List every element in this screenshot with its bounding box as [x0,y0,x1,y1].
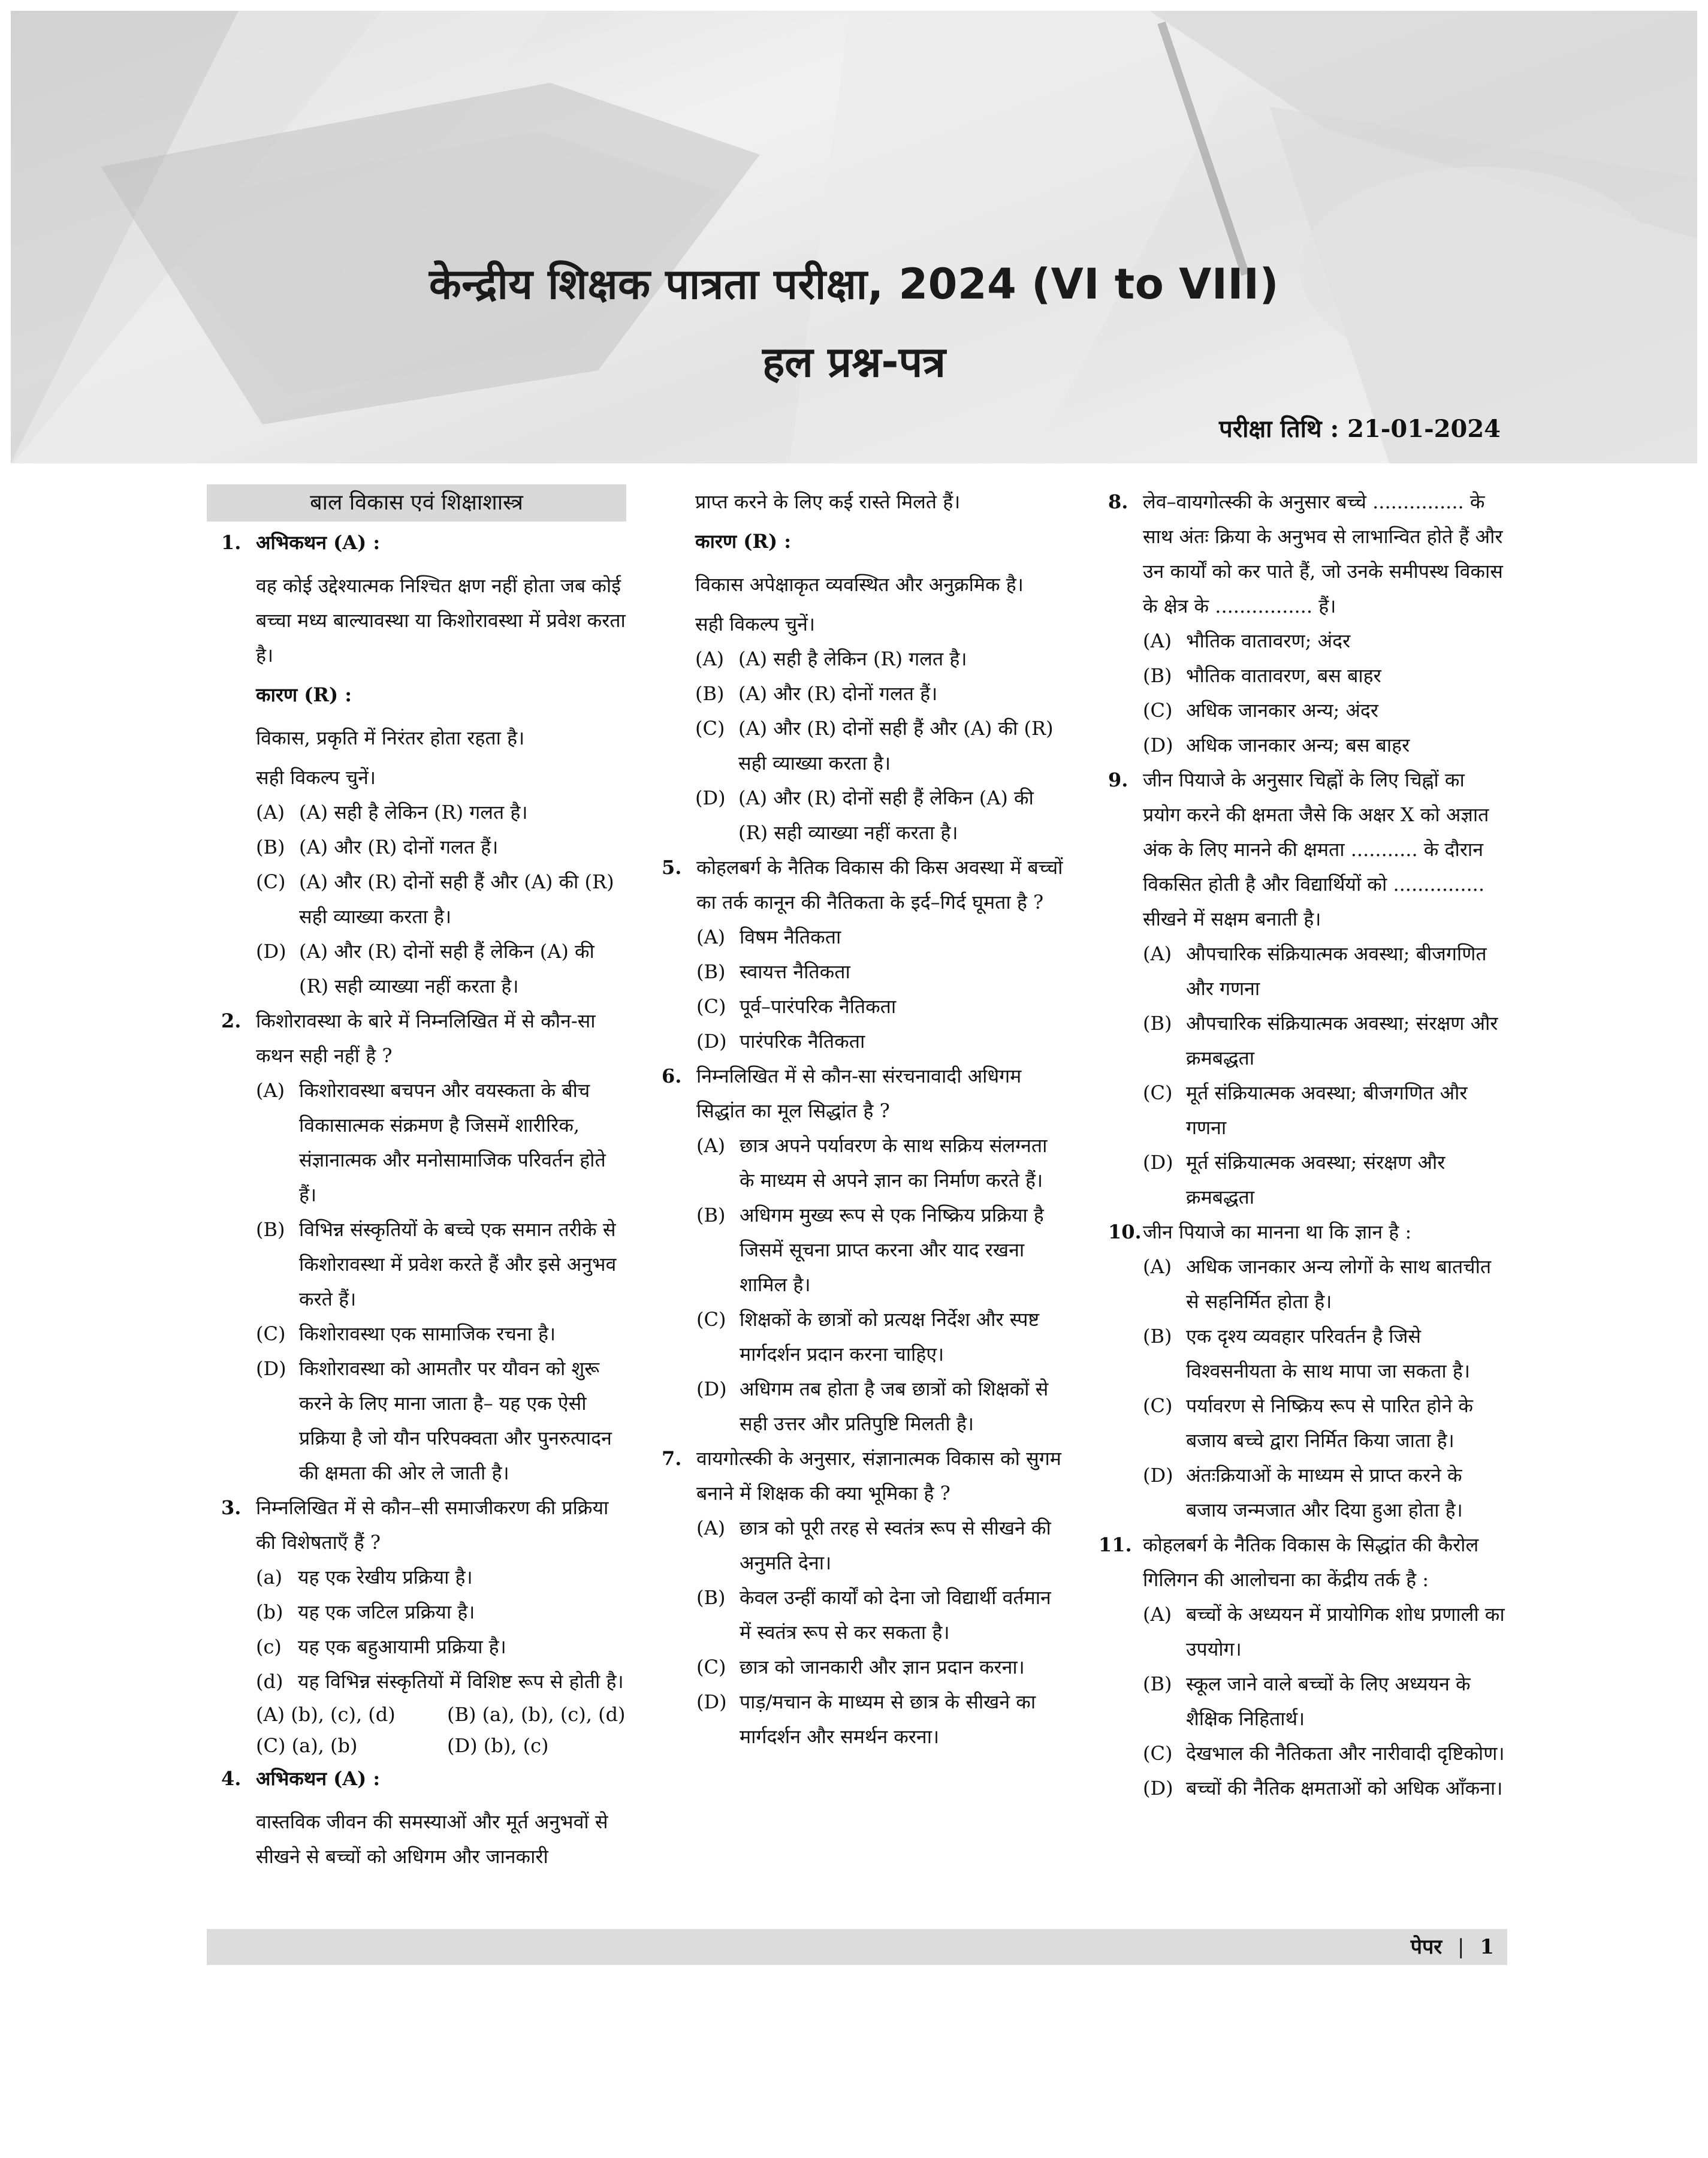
option-c [695,711,1067,780]
option-b [695,676,1067,711]
statement-key: (b) [256,1601,283,1623]
question-number: 8. [1108,490,1128,513]
option-b: (B) (a), (b), (c), (d) [447,1703,626,1726]
option-key: (B) [1143,1325,1172,1348]
footer-separator: | [1457,1935,1465,1959]
footer-page-label [1411,1929,1494,1965]
option-key: (D) [256,940,286,963]
option-key: (B) [1143,1672,1172,1695]
question-number: 11. [1099,1533,1132,1556]
question-5 [647,850,1067,1059]
question-number: 4. [221,1767,242,1790]
option-c [696,1650,1067,1684]
option-key: (D) [696,1690,727,1713]
option-key: (C) [696,995,726,1018]
option-text: पारंपरिक नैतिकता [740,1030,865,1053]
option-key: (C) [256,870,286,893]
option-d [696,1372,1067,1441]
option-key: (A) [1143,1603,1172,1626]
option-d [696,1024,1067,1059]
option-b [1143,1006,1507,1075]
question-2 [207,1003,626,1490]
question-prompt: सही विकल्प चुनें। [256,766,376,789]
statement-text: यह एक जटिल प्रक्रिया है। [298,1601,475,1623]
option-key: (B) [256,836,285,858]
question-text: किशोरावस्था के बारे में निम्नलिखित में से कौन-सा कथन सही नहीं है ? [256,1009,596,1067]
option-c [1143,1736,1507,1771]
option-b [696,1580,1067,1650]
question-4 [207,1761,626,1874]
reason-text: विकास अपेक्षाकृत व्यवस्थित और अनुक्रमिक है। [695,573,1024,596]
option-a [696,920,1067,954]
option-c [256,864,626,934]
option-key: (C) [1143,1081,1173,1104]
option-key: (A) [696,1517,726,1539]
option-text: (A) और (R) दोनों सही हैं लेकिन (A) की (R) सही व्याख्या नहीं करता है। [738,786,1034,844]
option-b [696,1198,1067,1302]
option-text: पाड़/मचान के माध्यम से छात्र के सीखने का मार्गदर्शन और समर्थन करना। [740,1690,1036,1748]
option-text: किशोरावस्था बचपन और वयस्कता के बीच विकासात्मक संक्रमण है जिसमें शारीरिक, संज्ञानात्मक और मनोसामाजिक परिवर्तन होते हैं। [299,1079,606,1206]
option-key: (A) [1143,1255,1172,1278]
option-b [256,1212,626,1316]
option-c [256,1316,626,1351]
banner-background-illustration [11,11,1697,463]
assertion-text: वह कोई उद्देश्यात्मक निश्चित क्षण नहीं होता जब कोई बच्चा मध्य बाल्यावस्था या किशोरावस्था में प्रवेश करता है। [256,574,626,667]
option-text: (A) और (R) दोनों सही हैं लेकिन (A) की (R) सही व्याख्या नहीं करता है। [299,940,595,997]
option-b [256,830,626,864]
option-text: (A) और (R) दोनों गलत हैं। [738,682,938,705]
option-text: औपचारिक संक्रियात्मक अवस्था; बीजगणित और गणना [1186,942,1487,1000]
option-key: (B) [696,960,726,983]
exam-date: परीक्षा तिथि : 21-01-2024 [1219,415,1501,443]
assertion-label: अभिकथन (A) : [256,1767,381,1790]
question-9 [1094,762,1507,1214]
option-d [1143,728,1507,762]
option-d [1143,1458,1507,1527]
option-text: पर्यावरण से निष्क्रिय रूप से पारित होने के बजाय बच्चे द्वारा निर्मित किया जाता है। [1186,1394,1473,1452]
option-text: स्कूल जाने वाले बच्चों के लिए अध्ययन के शैक्षिक निहितार्थ। [1186,1672,1471,1730]
option-key: (D) [695,786,726,809]
option-b [696,954,1067,989]
option-key: (D) [696,1378,727,1400]
option-a [256,1073,626,1212]
option-key: (A) [695,647,725,670]
question-text: निम्नलिखित में से कौन–सी समाजीकरण की प्रक्रिया की विशेषताएँ हैं ? [256,1496,609,1554]
question-number: 9. [1108,768,1128,791]
question-number: 5. [662,856,682,879]
option-key: (D) [256,1357,286,1380]
statement-key: (d) [256,1670,283,1693]
option-key: (B) [1143,664,1172,687]
option-text: स्वायत्त नैतिकता [740,960,850,983]
option-a [1143,1597,1507,1666]
option-text: अधिक जानकार अन्य लोगों के साथ बातचीत से सहनिर्मित होता है। [1186,1255,1492,1313]
option-key: (C) [256,1322,286,1345]
option-a [1143,623,1507,658]
option-a [696,1511,1067,1580]
question-number: 1. [221,531,242,554]
option-key: (C) [1143,699,1173,722]
option-key: (B) [696,1586,726,1609]
option-c [1143,1388,1507,1458]
option-text: मूर्त संक्रियात्मक अवस्था; संरक्षण और क्रमबद्धता [1186,1151,1446,1208]
option-d [696,1684,1067,1754]
question-text: वायगोत्स्की के अनुसार, संज्ञानात्मक विकास को सुगम बनाने में शिक्षक की क्या भूमिका है ? [696,1447,1061,1505]
option-a: (A) (b), (c), (d) [256,1703,396,1726]
reason-label: कारण (R) : [256,683,352,706]
option-text: बच्चों की नैतिक क्षमताओं को अधिक आँकना। [1186,1777,1503,1800]
question-3 [207,1490,626,1761]
question-number: 10. [1108,1220,1142,1243]
option-d [1143,1145,1507,1214]
question-4-continued [695,484,1067,850]
option-text: औपचारिक संक्रियात्मक अवस्था; संरक्षण और क्रमबद्धता [1186,1012,1498,1069]
section-title: बाल विकास एवं शिक्षाशास्त्र [207,484,626,522]
option-c [696,1302,1067,1372]
statement-key: (c) [256,1635,282,1658]
option-text: छात्र को पूरी तरह से स्वतंत्र रूप से सीखने की अनुमति देना। [740,1517,1051,1574]
question-text: निम्नलिखित में से कौन-सा संरचनावादी अधिगम सिद्धांत का मूल सिद्धांत है ? [696,1065,1022,1122]
question-text: जीन पियाजे का मानना था कि ज्ञान है : [1143,1220,1412,1243]
option-a [1143,1249,1507,1319]
option-d [256,1351,626,1490]
option-key: (C) [696,1308,726,1331]
option-text: अधिगम तब होता है जब छात्रों को शिक्षकों से सही उत्तर और प्रतिपुष्टि मिलती है। [740,1378,1049,1435]
column-1 [207,484,626,1879]
statement-key: (a) [256,1566,283,1589]
option-b [1143,658,1507,693]
page-footer [207,1929,1507,1965]
option-key: (C) [1143,1394,1173,1417]
question-10 [1094,1214,1507,1527]
option-key: (A) [256,1079,285,1102]
statement-text: यह एक बहुआयामी प्रक्रिया है। [298,1635,506,1658]
option-text: देखभाल की नैतिकता और नारीवादी दृष्टिकोण। [1186,1742,1505,1765]
option-text: विषम नैतिकता [740,926,841,948]
option-key: (C) [696,1656,726,1678]
answer-options [256,1699,626,1761]
option-c [696,989,1067,1024]
statement-text: यह एक रेखीय प्रक्रिया है। [298,1566,473,1589]
question-text: कोहलबर्ग के नैतिक विकास की किस अवस्था में बच्चों का तर्क कानून की नैतिकता के इर्द–गिर्द घूमता है ? [696,856,1063,914]
option-text: (A) और (R) दोनों सही हैं और (A) की (R) सही व्याख्या करता है। [299,870,614,928]
option-text: किशोरावस्था एक सामाजिक रचना है। [299,1322,556,1345]
question-prompt: सही विकल्प चुनें। [695,613,816,635]
statement-d [256,1664,626,1699]
option-text: पूर्व–पारंपरिक नैतिकता [740,995,897,1018]
option-b [1143,1666,1507,1736]
option-key: (B) [695,682,725,705]
option-key: (D) [1143,1464,1173,1487]
option-d [1143,1771,1507,1806]
option-key: (C) [695,717,725,740]
option-a [256,795,626,830]
question-text: कोहलबर्ग के नैतिक विकास के सिद्धांत की कैरोल गिलिगन की आलोचना का केंद्रीय तर्क है : [1143,1533,1479,1591]
option-d: (D) (b), (c) [447,1734,549,1757]
option-text: एक दृश्य व्यवहार परिवर्तन है जिसे विश्वसनीयता के साथ मापा जा सकता है। [1186,1325,1470,1382]
option-c [1143,693,1507,728]
option-text: अधिक जानकार अन्य; अंदर [1186,699,1379,722]
option-b [1143,1319,1507,1388]
option-text: (A) सही है लेकिन (R) गलत है। [738,647,967,670]
statement-a [256,1560,626,1595]
option-text: भौतिक वातावरण; अंदर [1186,629,1351,652]
option-a [696,1128,1067,1198]
option-text: केवल उन्हीं कार्यों को देना जो विद्यार्थी वर्तमान में स्वतंत्र रूप से कर सकता है। [740,1586,1051,1644]
option-text: अधिक जानकार अन्य; बस बाहर [1186,734,1410,756]
option-key: (D) [1143,1151,1173,1174]
option-key: (C) [1143,1742,1173,1765]
reason-label: कारण (R) : [695,530,792,553]
column-3 [1094,484,1507,1806]
option-text: किशोरावस्था को आमतौर पर यौवन को शुरू करने के लिए माना जाता है– यह एक ऐसी प्रक्रिया है जो यौन परिपक्वता और पुनरुत्पादन की क्षमता की ओर ले जाती है। [299,1357,612,1484]
option-a [695,641,1067,676]
option-text: अंतःक्रियाओं के माध्यम से प्राप्त करने के बजाय जन्मजात और दिया हुआ होता है। [1186,1464,1463,1521]
option-key: (B) [1143,1012,1172,1035]
assertion-text: वास्तविक जीवन की समस्याओं और मूर्त अनुभवों से सीखने से बच्चों को अधिगम और जानकारी [256,1810,608,1868]
option-text: छात्र को जानकारी और ज्ञान प्रदान करना। [740,1656,1025,1678]
option-text: भौतिक वातावरण, बस बाहर [1186,664,1381,687]
option-text: विभिन्न संस्कृतियों के बच्चे एक समान तरीके से किशोरावस्था में प्रवेश करते हैं और इसे अनुभव करते हैं। [299,1218,617,1310]
question-1 [207,525,626,1003]
option-text: छात्र अपने पर्यावरण के साथ सक्रिय संलग्नता के माध्यम से अपने ज्ञान का निर्माण करते हैं। [740,1134,1048,1192]
page-number: 1 [1480,1935,1494,1959]
option-c [1143,1075,1507,1145]
option-key: (A) [256,801,285,824]
reason-text: विकास, प्रकृति में निरंतर होता रहता है। [256,727,525,749]
option-text: (A) सही है लेकिन (R) गलत है। [299,801,528,824]
option-key: (D) [1143,734,1173,756]
option-a [1143,936,1507,1006]
option-d [256,934,626,1003]
option-d [695,780,1067,850]
option-key: (A) [1143,629,1172,652]
paper-title: केन्द्रीय शिक्षक पात्रता परीक्षा, 2024 (VI to VIII) [429,260,1279,309]
option-key: (D) [1143,1777,1173,1800]
option-text: (A) और (R) दोनों गलत हैं। [299,836,499,858]
statement-c [256,1629,626,1664]
option-key: (A) [1143,942,1172,965]
question-number: 7. [662,1447,682,1470]
question-number: 2. [221,1009,242,1032]
option-c: (C) (a), (b) [256,1734,358,1757]
option-key: (D) [696,1030,727,1053]
option-key: (B) [696,1204,726,1226]
question-8 [1094,484,1507,762]
option-key: (A) [696,926,726,948]
question-number: 6. [662,1065,682,1087]
paper-subtitle: हल प्रश्न-पत्र [762,337,946,387]
question-6 [647,1059,1067,1441]
statement-text: यह विभिन्न संस्कृतियों में विशिष्ट रूप से होती है। [298,1670,624,1693]
question-number: 3. [221,1496,242,1519]
option-text: बच्चों के अध्ययन में प्रायोगिक शोध प्रणाली का उपयोग। [1186,1603,1505,1660]
question-text: लेव–वायगोत्स्की के अनुसार बच्चे ............... के साथ अंतः क्रिया के अनुभव से लाभान्वित होते हैं और उन कार्यों को कर पाते हैं, जो उनके समीपस्थ विकास के क्षेत्र के ................ हैं। [1143,490,1503,617]
assertion-text-continued: प्राप्त करने के लिए कई रास्ते मिलते हैं। [695,490,961,513]
option-text: शिक्षकों के छात्रों को प्रत्यक्ष निर्देश और स्पष्ट मार्गदर्शन प्रदान करना चाहिए। [740,1308,1040,1366]
column-2 [662,484,1067,1754]
question-7 [647,1441,1067,1754]
option-text: मूर्त संक्रियात्मक अवस्था; बीजगणित और गणना [1186,1081,1468,1139]
option-key: (A) [696,1134,726,1157]
statement-b [256,1595,626,1629]
question-text: जीन पियाजे के अनुसार चिह्नों के लिए चिह्नों का प्रयोग करने की क्षमता जैसे कि अक्षर X को अज्ञात अंक के लिए मानने की क्षमता ........... के दौरान विकसित होती है और विद्यार्थियों को ............... सीखने में सक्षम बनाती है। [1143,768,1489,930]
footer-label: पेपर [1410,1935,1443,1959]
header-banner [11,11,1697,463]
option-key: (B) [256,1218,285,1241]
assertion-label: अभिकथन (A) : [256,531,381,554]
question-11 [1094,1527,1507,1806]
option-text: अधिगम मुख्य रूप से एक निष्क्रिय प्रक्रिया है जिसमें सूचना प्राप्त करना और याद रखना शामिल है। [740,1204,1044,1296]
option-text: (A) और (R) दोनों सही हैं और (A) की (R) सही व्याख्या करता है। [738,717,1054,774]
